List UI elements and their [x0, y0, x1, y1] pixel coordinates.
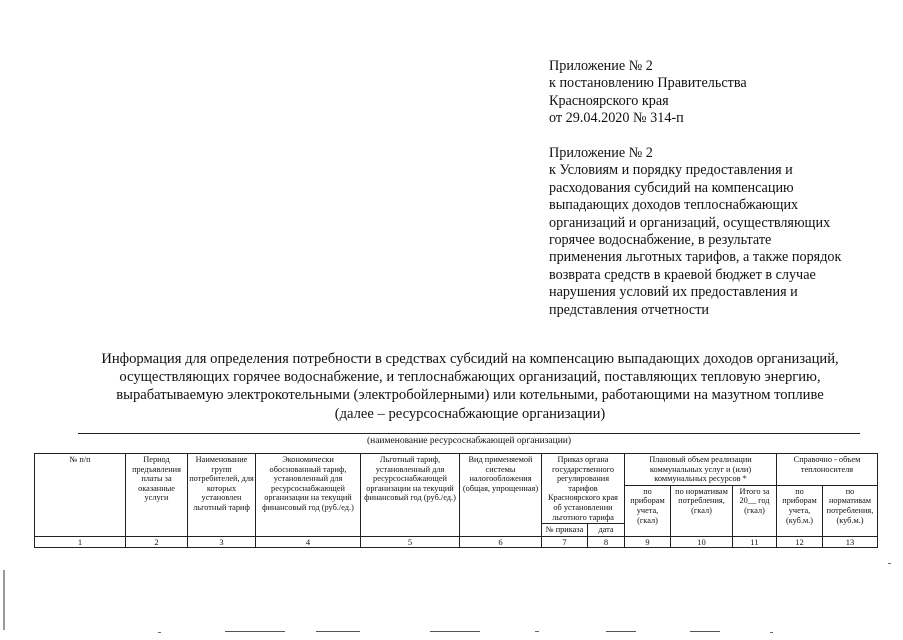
column-number: 5	[361, 536, 460, 547]
header-tax-system: Вид применяемой системы налогообложения (общая, упрощенная)	[460, 454, 542, 537]
column-number: 1	[35, 536, 126, 547]
appendix-line: возврата средств в краевой бюджет в случае	[549, 266, 816, 283]
column-number: 3	[188, 536, 256, 547]
header-order-no: № приказа	[542, 524, 588, 537]
appendix-line: Приложение № 2	[549, 145, 653, 161]
header-plan-norm: по нормативам потребления, (гкал)	[671, 485, 733, 536]
scan-artifact	[888, 563, 891, 564]
column-number: 11	[733, 536, 777, 547]
appendix-conditions-reference	[549, 145, 879, 319]
organization-name-line[interactable]	[78, 433, 860, 434]
header-no: № п/п	[35, 454, 126, 537]
subsidy-info-table	[34, 453, 878, 548]
header-groups: Наименование групп потребителей, для которых установлен льготный тариф	[188, 454, 256, 537]
scan-artifact	[316, 631, 360, 632]
appendix-line: организаций и организаций, осуществляющих	[549, 214, 831, 231]
scan-artifact	[430, 631, 480, 632]
scan-artifact	[606, 631, 636, 632]
title-line: вырабатываемую электрокотельными (электробойлерными) или котельными, работающими на мазутном топливе	[116, 387, 824, 404]
scan-artifact	[3, 570, 5, 630]
appendix-line: Красноярского края	[549, 92, 669, 109]
column-number: 9	[625, 536, 671, 547]
header-plan-meter: по приборам учета, (гкал)	[625, 485, 671, 536]
header-period: Период предъявления платы за оказанные услуги	[126, 454, 188, 537]
organization-name-caption: (наименование ресурсоснабжающей организации)	[366, 436, 572, 446]
appendix-line: выпадающих доходов теплоснабжающих	[549, 197, 799, 214]
appendix-line: расходования субсидий на компенсацию	[549, 179, 794, 196]
appendix-line: применения льготных тарифов, а также порядок	[549, 249, 842, 266]
column-number: 8	[588, 536, 625, 547]
appendix-line: от 29.04.2020 № 314-п	[549, 110, 684, 127]
title-line: осуществляющих горячее водоснабжение, и теплоснабжающих организаций, поставляющих тепловую энергию,	[119, 369, 821, 386]
appendix-line: представления отчетности	[549, 301, 709, 318]
scan-artifact	[770, 632, 773, 633]
column-number: 7	[542, 536, 588, 547]
column-number: 12	[777, 536, 823, 547]
header-plan-volume: Плановый объем реализации коммунальных услуг и (или) коммунальных ресурсов *	[625, 454, 777, 486]
appendix-line: нарушения условий их предоставления и	[549, 284, 798, 301]
appendix-line: к постановлению Правительства	[549, 75, 747, 92]
title-line: Информация для определения потребности в средствах субсидий на компенсацию выпадающих доходов организаций,	[101, 351, 839, 367]
scan-artifact	[535, 631, 539, 632]
appendix-line: к Условиям и порядку предоставления и	[549, 162, 793, 179]
header-econ-tariff: Экономически обоснованный тариф, установленный для ресурсоснабжающей организации на текущий финансовый год (руб./ед.)	[256, 454, 361, 537]
column-number: 13	[823, 536, 878, 547]
column-number: 2	[126, 536, 188, 547]
header-reference-volume: Справочно - объем теплоносителя	[777, 454, 878, 486]
column-number: 10	[671, 536, 733, 547]
title-line: (далее – ресурсоснабжающие организации)	[334, 405, 606, 422]
scan-artifact	[225, 631, 285, 632]
column-number: 6	[460, 536, 542, 547]
appendix-decree-reference	[549, 58, 879, 128]
header-plan-total: Итого за 20__ год (гкал)	[733, 485, 777, 536]
scan-artifact	[690, 631, 720, 632]
document-title	[60, 350, 880, 423]
appendix-line: Приложение № 2	[549, 58, 653, 74]
column-number-row	[35, 536, 878, 547]
header-pref-tariff: Льготный тариф, установленный для ресурсоснабжающей организации на текущий финансовый год (руб./ед.)	[361, 454, 460, 537]
header-order: Приказ органа государственного регулирования тарифов Красноярского края об установлении льготного тарифа	[542, 454, 625, 524]
header-order-date: дата	[588, 524, 625, 537]
header-ref-norm: по нормативам потребления, (куб.м.)	[823, 485, 878, 536]
appendix-line: горячее водоснабжение, в результате	[549, 232, 772, 249]
header-ref-meter: по приборам учета, (куб.м.)	[777, 485, 823, 536]
column-number: 4	[256, 536, 361, 547]
scan-artifact	[158, 632, 161, 633]
